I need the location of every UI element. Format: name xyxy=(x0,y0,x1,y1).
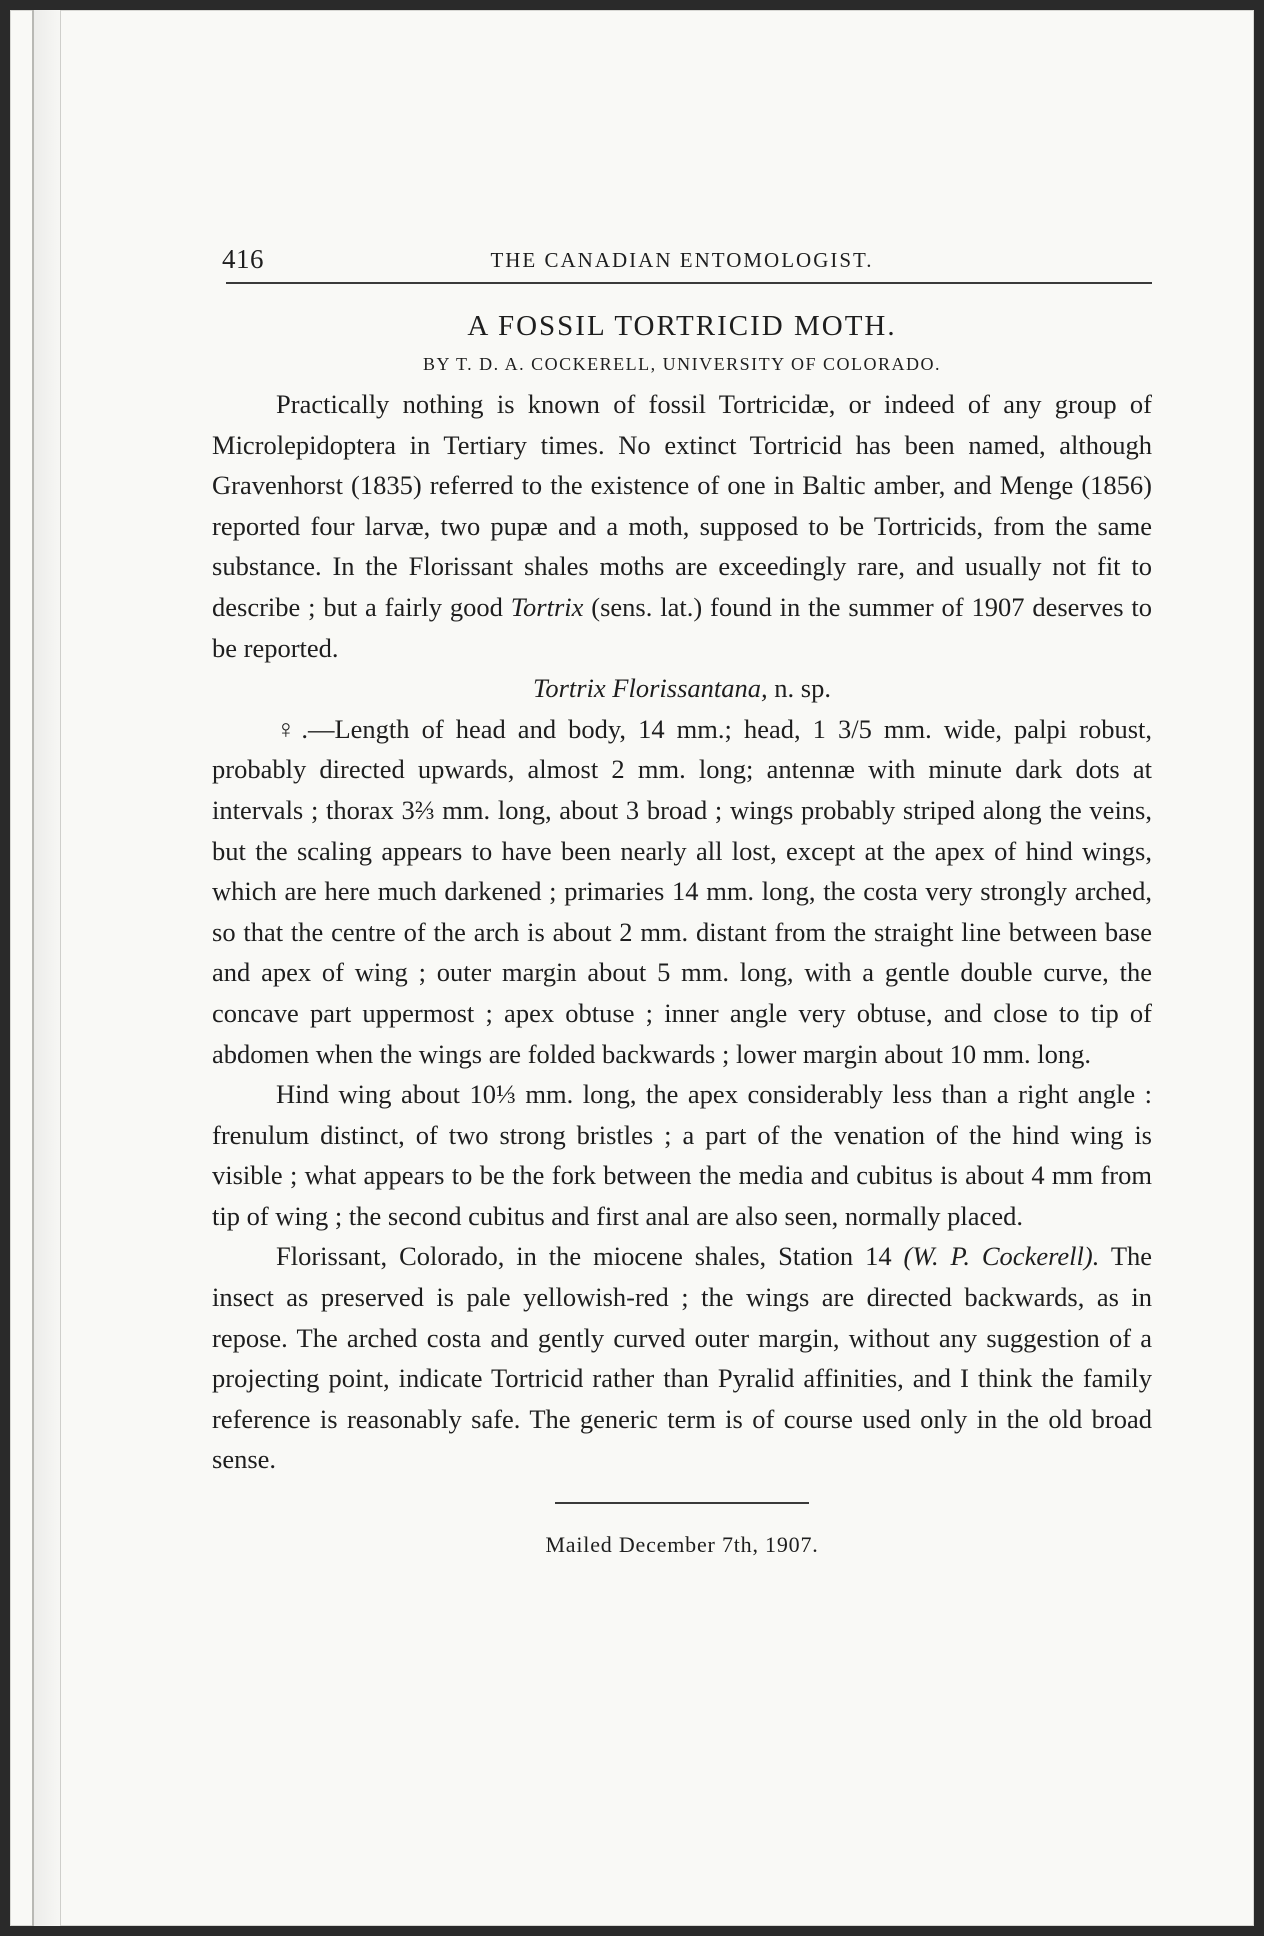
locality-rest: The insect as preserved is pale yellowish-red ; the wings are directed backwards, as in repose. The arched costa and gently curved outer margin, without any suggestion of a projecting point, indicate Tortricid rather than Pyralid affinities, and I think the family reference is reasonably safe. The generic term is of course used only in the old broad sense. xyxy=(212,1241,1153,1475)
page-content xyxy=(212,238,1152,1558)
binding-edge xyxy=(32,10,61,1926)
intro-end: (sens. lat.) found in the summer of 1907 deserves to be reported. xyxy=(212,591,1153,663)
article-title: A FOSSIL TORTRICID MOTH. xyxy=(467,310,897,342)
species-name: Tortrix Florissantana, xyxy=(533,673,768,704)
journal-title: THE CANADIAN ENTOMOLOGIST. xyxy=(490,248,874,272)
intro-paragraph xyxy=(212,384,1152,668)
intro-text: Practically nothing is known of fossil Tortricidæ, or indeed of any group of Microlepidoptera in Tertiary times. No extinct Tortricid has been named, although Gravenhorst (1835) referred to the existence of one in Baltic amber, and Menge (1856) reported four larvæ, two pupæ and a moth, supposed to be Tortricids, from the same substance. In the Florissant shales moths are exceedingly rare, and usually not fit to describe ; but a fairly good xyxy=(212,389,1152,622)
article-byline: BY T. D. A. COCKERELL, UNIVERSITY OF COLORADO. xyxy=(422,354,941,374)
species-suffix: n. sp. xyxy=(774,673,831,704)
hind-wing-paragraph: Hind wing about 10⅓ mm. long, the apex considerably less than a right angle : frenulum distinct, of two strong bristles ; a part of the venation of the hind wing is visible ; what appears to be the fork between the media and cubitus is about 4 mm from tip of wing ; the second cubitus and first anal are also seen, normally placed. xyxy=(212,1079,1152,1231)
locality-paragraph xyxy=(212,1236,1152,1480)
end-rule xyxy=(555,1502,809,1504)
journal-page xyxy=(10,10,1254,1926)
running-head xyxy=(212,238,1152,282)
collector-name: (W. P. Cockerell). xyxy=(903,1241,1100,1272)
article-body xyxy=(212,384,1152,1480)
species-heading xyxy=(212,668,1152,709)
header-rule xyxy=(226,282,1152,284)
page-number: 416 xyxy=(222,244,264,274)
mailed-date: Mailed December 7th, 1907. xyxy=(545,1532,819,1558)
description-paragraph: ♀.—Length of head and body, 14 mm.; head, 1 3/5 mm. wide, palpi robust, probably directed upwards, almost 2 mm. long; antennæ with minute dark dots at intervals ; thorax 3⅔ mm. long, about 3 broad ; wings probably striped along the veins, but the scaling appears to have been nearly all lost, except at the apex of hind wings, which are here much darkened ; primaries 14 mm. long, the costa very strongly arched, so that the centre of the arch is about 2 mm. distant from the straight line between base and apex of wing ; outer margin about 5 mm. long, with a gentle double curve, the concave part uppermost ; apex obtuse ; inner angle very obtuse, and close to tip of abdomen when the wings are folded backwards ; lower margin about 10 mm. long. xyxy=(212,713,1152,1069)
intro-genus: Tortrix xyxy=(510,591,584,622)
locality-text: Florissant, Colorado, in the miocene shales, Station 14 xyxy=(276,1241,892,1272)
